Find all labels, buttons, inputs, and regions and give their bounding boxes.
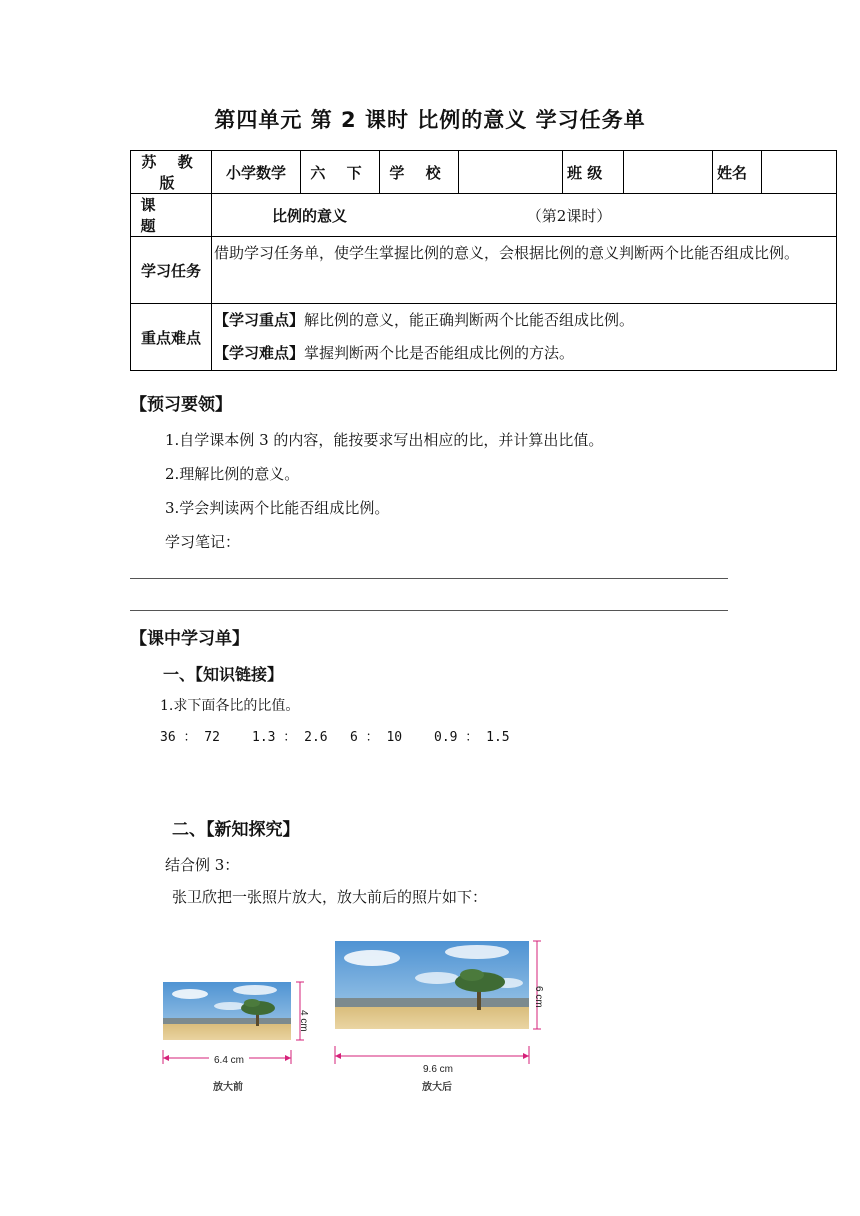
info-table — [130, 150, 837, 371]
task-label: 学习任务 — [131, 237, 212, 304]
focus-label: 重点难点 — [131, 304, 212, 371]
part1-question: 1.求下面各比的比值。 — [160, 698, 300, 714]
notes-line-2[interactable] — [130, 610, 728, 611]
part2-intro: 结合例 3： — [165, 856, 240, 874]
class-value-field[interactable] — [624, 151, 713, 194]
topic-label: 课 题 — [131, 194, 212, 237]
photo-before — [160, 978, 310, 1066]
after-height-label: 6 cm — [533, 986, 544, 1008]
after-caption: 放大后 — [422, 1082, 452, 1093]
notes-line-1[interactable] — [130, 578, 728, 579]
part1-heading: 一、【知识链接】 — [163, 665, 284, 684]
grade-cell: 六 下 — [301, 151, 380, 194]
class-label: 班 级 — [563, 151, 624, 194]
inclass-heading: 【课中学习单】 — [130, 629, 249, 649]
key-point: 【学习重点】解比例的意义，能正确判断两个比能否组成比例。 — [214, 311, 635, 329]
difficulty-point: 【学习难点】掌握判断两个比是否能组成比例的方法。 — [214, 344, 575, 362]
topic-value: 比例的意义 — [272, 206, 348, 225]
publisher-cell: 苏 教 版 — [131, 151, 212, 194]
after-width-label: 9.6 cm — [416, 1064, 460, 1075]
part2-text: 张卫欣把一张照片放大，放大前后的照片如下： — [172, 888, 488, 906]
preview-item-2: 2.理解比例的意义。 — [165, 465, 300, 483]
before-height-label: 4 cm — [298, 1010, 309, 1032]
topic-cell — [212, 194, 837, 237]
ratio-3: 6 ： 10 — [350, 730, 403, 745]
name-value-field[interactable] — [762, 151, 837, 194]
preview-item-3: 3.学会判读两个比能否组成比例。 — [165, 499, 390, 517]
photo-after — [332, 938, 546, 1066]
topic-period: （第2课时） — [526, 206, 612, 225]
preview-item-1: 1.自学课本例 3 的内容，能按要求写出相应的比，并计算出比值。 — [165, 431, 604, 449]
before-caption: 放大前 — [213, 1082, 243, 1093]
school-label: 学 校 — [380, 151, 459, 194]
ratio-2: 1.3 ： 2.6 — [252, 730, 328, 745]
preview-heading: 【预习要领】 — [130, 395, 232, 415]
ratio-4: 0.9 ： 1.5 — [434, 730, 510, 745]
school-value-field[interactable] — [459, 151, 563, 194]
subject-cell: 小学数学 — [212, 151, 301, 194]
ratio-1: 36 ： 72 — [160, 730, 220, 745]
part2-heading: 二、【新知探究】 — [172, 820, 300, 840]
task-text: 借助学习任务单，使学生掌握比例的意义，会根据比例的意义判断两个比能否组成比例。 — [212, 237, 837, 304]
page-title: 第四单元 第 2 课时 比例的意义 学习任务单 — [214, 108, 646, 132]
notes-label: 学习笔记： — [165, 533, 241, 551]
before-width-label: 6.4 cm — [209, 1055, 249, 1066]
focus-cell — [212, 304, 837, 371]
name-label: 姓名 — [713, 151, 762, 194]
